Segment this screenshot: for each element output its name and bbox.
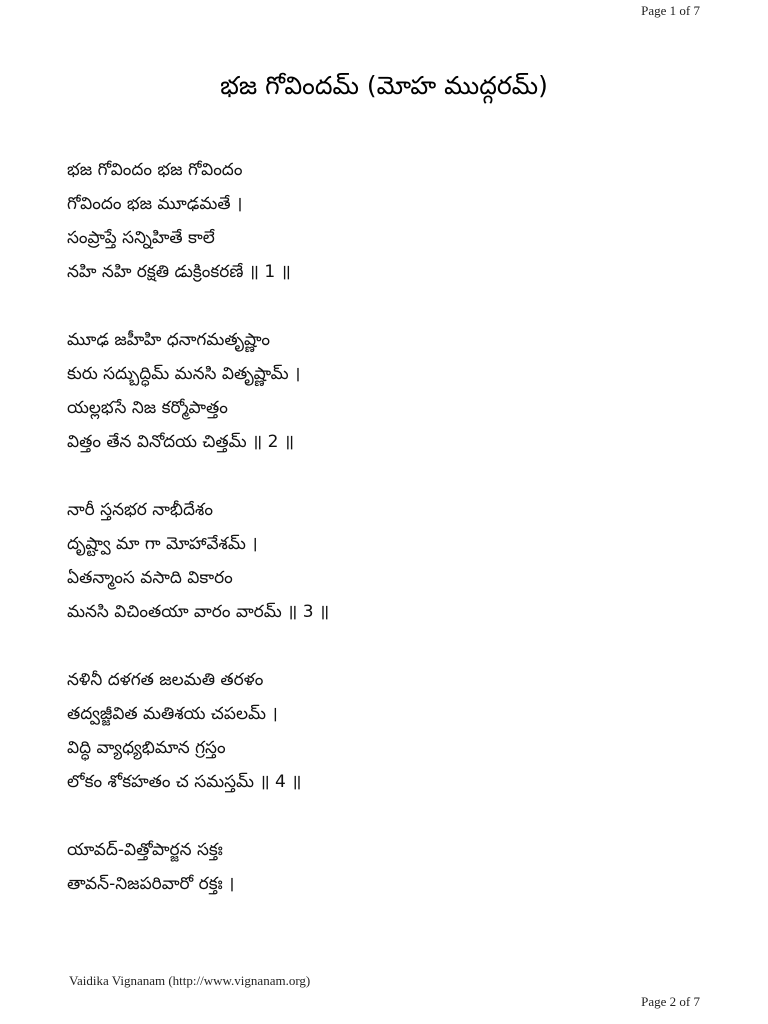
verse-line: సంప్రాప్తే సన్నిహితే కాలే xyxy=(67,228,215,248)
verse-line: విత్తం తేన వినోదయ చిత్తమ్ ॥ 2 ॥ xyxy=(67,432,295,452)
verse-line: తద్వజ్జీవిత మతిశయ చపలమ్ । xyxy=(67,704,278,724)
verse-line: యల్లభసే నిజ కర్మోపాత్తం xyxy=(67,398,228,418)
verse-line: నారీ స్తనభర నాభీదేశం xyxy=(67,500,213,520)
verse-line: దృష్ట్వా మా గా మోహావేశమ్ । xyxy=(67,534,258,554)
verse-line: నహి నహి రక్షతి డుక్రింకరణే ॥ 1 ॥ xyxy=(67,262,291,282)
verse-line: గోవిందం భజ మూఢమతే । xyxy=(67,194,243,214)
verse-line: భజ గోవిందం భజ గోవిందం xyxy=(67,160,243,180)
document-title: భజ గోవిందమ్ (మోహ ముద్గరమ్) xyxy=(220,71,548,100)
verse-line: తావన్-నిజపరివారో రక్తః । xyxy=(67,874,235,894)
footer-source: Vaidika Vignanam (http://www.vignanam.org) xyxy=(69,973,311,988)
verse-line: కురు సద్బుద్ధిమ్ మనసి వితృష్ణామ్ । xyxy=(67,364,301,384)
verse-line: మనసి విచింతయా వారం వారమ్ ॥ 3 ॥ xyxy=(67,602,330,622)
verse-5 xyxy=(67,833,707,901)
verse-line: ఏతన్మాంస వసాది వికారం xyxy=(67,568,233,588)
verse-2 xyxy=(67,323,707,459)
verse-4 xyxy=(67,663,707,799)
verse-line: విద్ధి వ్యాధ్యభిమాన గ్రస్తం xyxy=(67,738,226,758)
verse-line: మూఢ జహీహి ధనాగమతృష్ణాం xyxy=(67,330,270,350)
page-number-bottom: Page 2 of 7 xyxy=(641,994,700,1009)
verse-line: యావద్-విత్తోపార్జన సక్తః xyxy=(67,840,223,860)
verse-1 xyxy=(67,153,707,289)
page-number-top: Page 1 of 7 xyxy=(641,3,700,18)
verse-line: లోకం శోకహతం చ సమస్తమ్ ॥ 4 ॥ xyxy=(67,772,302,792)
verse-list xyxy=(67,153,707,935)
verse-line: నళినీ దళగత జలమతి తరళం xyxy=(67,670,264,690)
verse-3 xyxy=(67,493,707,629)
